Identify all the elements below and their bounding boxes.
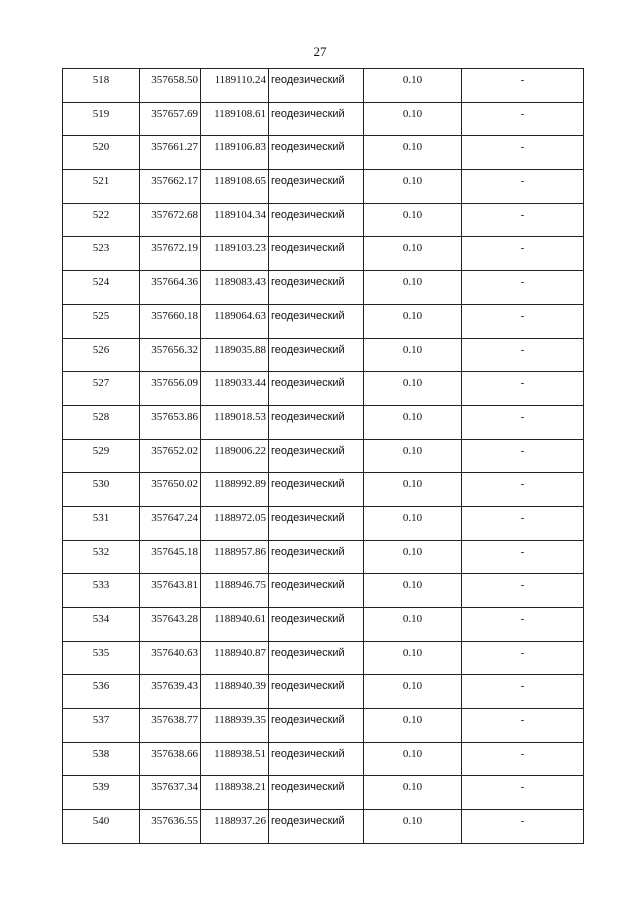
table-row [63, 776, 584, 810]
accuracy-cell: 0.10 [364, 608, 462, 642]
x-coordinate-cell: 357656.09 [140, 372, 201, 406]
x-coordinate-cell: 357639.43 [140, 675, 201, 709]
accuracy-cell: 0.10 [364, 709, 462, 743]
x-coordinate-cell: 357661.27 [140, 136, 201, 170]
accuracy-cell: 0.10 [364, 271, 462, 305]
note-cell: - [462, 675, 584, 709]
y-coordinate-cell: 1188940.61 [201, 608, 269, 642]
y-coordinate-cell: 1189035.88 [201, 338, 269, 372]
table-row [63, 271, 584, 305]
accuracy-cell: 0.10 [364, 69, 462, 103]
note-cell: - [462, 136, 584, 170]
point-number-cell: 540 [63, 810, 140, 844]
method-cell: геодезический [269, 372, 364, 406]
x-coordinate-cell: 357657.69 [140, 102, 201, 136]
note-cell: - [462, 742, 584, 776]
page-number: 27 [313, 44, 327, 59]
note-cell: - [462, 372, 584, 406]
point-number-cell: 524 [63, 271, 140, 305]
note-cell: - [462, 776, 584, 810]
table-row [63, 372, 584, 406]
y-coordinate-cell: 1188939.35 [201, 709, 269, 743]
note-cell: - [462, 338, 584, 372]
y-coordinate-cell: 1189104.34 [201, 203, 269, 237]
note-cell: - [462, 608, 584, 642]
method-cell: геодезический [269, 776, 364, 810]
method-cell: геодезический [269, 540, 364, 574]
method-cell: геодезический [269, 136, 364, 170]
accuracy-cell: 0.10 [364, 540, 462, 574]
note-cell: - [462, 170, 584, 204]
table-row [63, 69, 584, 103]
y-coordinate-cell: 1189018.53 [201, 405, 269, 439]
y-coordinate-cell: 1189106.83 [201, 136, 269, 170]
accuracy-cell: 0.10 [364, 574, 462, 608]
method-cell: геодезический [269, 641, 364, 675]
y-coordinate-cell: 1189108.61 [201, 102, 269, 136]
note-cell: - [462, 271, 584, 305]
y-coordinate-cell: 1189033.44 [201, 372, 269, 406]
x-coordinate-cell: 357653.86 [140, 405, 201, 439]
point-number-cell: 539 [63, 776, 140, 810]
note-cell: - [462, 641, 584, 675]
y-coordinate-cell: 1189064.63 [201, 304, 269, 338]
coordinates-table-body [63, 69, 584, 844]
point-number-cell: 527 [63, 372, 140, 406]
accuracy-cell: 0.10 [364, 473, 462, 507]
table-row [63, 608, 584, 642]
point-number-cell: 530 [63, 473, 140, 507]
note-cell: - [462, 405, 584, 439]
table-row [63, 304, 584, 338]
method-cell: геодезический [269, 473, 364, 507]
y-coordinate-cell: 1189110.24 [201, 69, 269, 103]
x-coordinate-cell: 357660.18 [140, 304, 201, 338]
point-number-cell: 528 [63, 405, 140, 439]
x-coordinate-cell: 357645.18 [140, 540, 201, 574]
x-coordinate-cell: 357638.66 [140, 742, 201, 776]
point-number-cell: 518 [63, 69, 140, 103]
y-coordinate-cell: 1188937.26 [201, 810, 269, 844]
method-cell: геодезический [269, 405, 364, 439]
accuracy-cell: 0.10 [364, 776, 462, 810]
note-cell: - [462, 574, 584, 608]
table-row [63, 338, 584, 372]
table-row [63, 810, 584, 844]
accuracy-cell: 0.10 [364, 439, 462, 473]
y-coordinate-cell: 1188938.51 [201, 742, 269, 776]
point-number-cell: 529 [63, 439, 140, 473]
y-coordinate-cell: 1188940.87 [201, 641, 269, 675]
table-row [63, 136, 584, 170]
table-row [63, 641, 584, 675]
point-number-cell: 525 [63, 304, 140, 338]
y-coordinate-cell: 1189083.43 [201, 271, 269, 305]
method-cell: геодезический [269, 102, 364, 136]
accuracy-cell: 0.10 [364, 203, 462, 237]
accuracy-cell: 0.10 [364, 675, 462, 709]
x-coordinate-cell: 357664.36 [140, 271, 201, 305]
note-cell: - [462, 709, 584, 743]
point-number-cell: 533 [63, 574, 140, 608]
coordinates-table [62, 68, 584, 844]
table-row [63, 405, 584, 439]
table-row [63, 473, 584, 507]
point-number-cell: 526 [63, 338, 140, 372]
y-coordinate-cell: 1188946.75 [201, 574, 269, 608]
x-coordinate-cell: 357643.81 [140, 574, 201, 608]
table-row [63, 574, 584, 608]
note-cell: - [462, 540, 584, 574]
note-cell: - [462, 203, 584, 237]
x-coordinate-cell: 357636.55 [140, 810, 201, 844]
table-row [63, 439, 584, 473]
point-number-cell: 519 [63, 102, 140, 136]
note-cell: - [462, 237, 584, 271]
x-coordinate-cell: 357658.50 [140, 69, 201, 103]
method-cell: геодезический [269, 304, 364, 338]
x-coordinate-cell: 357647.24 [140, 506, 201, 540]
x-coordinate-cell: 357662.17 [140, 170, 201, 204]
point-number-cell: 538 [63, 742, 140, 776]
method-cell: геодезический [269, 69, 364, 103]
method-cell: геодезический [269, 742, 364, 776]
point-number-cell: 535 [63, 641, 140, 675]
accuracy-cell: 0.10 [364, 136, 462, 170]
method-cell: геодезический [269, 810, 364, 844]
method-cell: геодезический [269, 338, 364, 372]
table-row [63, 675, 584, 709]
note-cell: - [462, 810, 584, 844]
method-cell: геодезический [269, 608, 364, 642]
table-row [63, 506, 584, 540]
table-row [63, 237, 584, 271]
point-number-cell: 520 [63, 136, 140, 170]
note-cell: - [462, 439, 584, 473]
x-coordinate-cell: 357650.02 [140, 473, 201, 507]
accuracy-cell: 0.10 [364, 810, 462, 844]
note-cell: - [462, 69, 584, 103]
table-row [63, 203, 584, 237]
y-coordinate-cell: 1189108.65 [201, 170, 269, 204]
point-number-cell: 531 [63, 506, 140, 540]
y-coordinate-cell: 1189103.23 [201, 237, 269, 271]
table-row [63, 170, 584, 204]
point-number-cell: 534 [63, 608, 140, 642]
point-number-cell: 523 [63, 237, 140, 271]
x-coordinate-cell: 357643.28 [140, 608, 201, 642]
note-cell: - [462, 473, 584, 507]
method-cell: геодезический [269, 675, 364, 709]
point-number-cell: 521 [63, 170, 140, 204]
y-coordinate-cell: 1189006.22 [201, 439, 269, 473]
method-cell: геодезический [269, 170, 364, 204]
method-cell: геодезический [269, 271, 364, 305]
method-cell: геодезический [269, 203, 364, 237]
y-coordinate-cell: 1188940.39 [201, 675, 269, 709]
note-cell: - [462, 102, 584, 136]
note-cell: - [462, 506, 584, 540]
method-cell: геодезический [269, 709, 364, 743]
table-row [63, 102, 584, 136]
table-row [63, 540, 584, 574]
y-coordinate-cell: 1188972.05 [201, 506, 269, 540]
accuracy-cell: 0.10 [364, 742, 462, 776]
x-coordinate-cell: 357640.63 [140, 641, 201, 675]
y-coordinate-cell: 1188938.21 [201, 776, 269, 810]
method-cell: геодезический [269, 237, 364, 271]
point-number-cell: 522 [63, 203, 140, 237]
table-row [63, 709, 584, 743]
accuracy-cell: 0.10 [364, 102, 462, 136]
point-number-cell: 532 [63, 540, 140, 574]
accuracy-cell: 0.10 [364, 304, 462, 338]
point-number-cell: 537 [63, 709, 140, 743]
table-row [63, 742, 584, 776]
x-coordinate-cell: 357656.32 [140, 338, 201, 372]
x-coordinate-cell: 357672.68 [140, 203, 201, 237]
x-coordinate-cell: 357638.77 [140, 709, 201, 743]
x-coordinate-cell: 357637.34 [140, 776, 201, 810]
accuracy-cell: 0.10 [364, 338, 462, 372]
note-cell: - [462, 304, 584, 338]
accuracy-cell: 0.10 [364, 170, 462, 204]
accuracy-cell: 0.10 [364, 405, 462, 439]
method-cell: геодезический [269, 506, 364, 540]
accuracy-cell: 0.10 [364, 506, 462, 540]
y-coordinate-cell: 1188992.89 [201, 473, 269, 507]
x-coordinate-cell: 357672.19 [140, 237, 201, 271]
accuracy-cell: 0.10 [364, 372, 462, 406]
point-number-cell: 536 [63, 675, 140, 709]
accuracy-cell: 0.10 [364, 237, 462, 271]
accuracy-cell: 0.10 [364, 641, 462, 675]
y-coordinate-cell: 1188957.86 [201, 540, 269, 574]
method-cell: геодезический [269, 574, 364, 608]
x-coordinate-cell: 357652.02 [140, 439, 201, 473]
method-cell: геодезический [269, 439, 364, 473]
